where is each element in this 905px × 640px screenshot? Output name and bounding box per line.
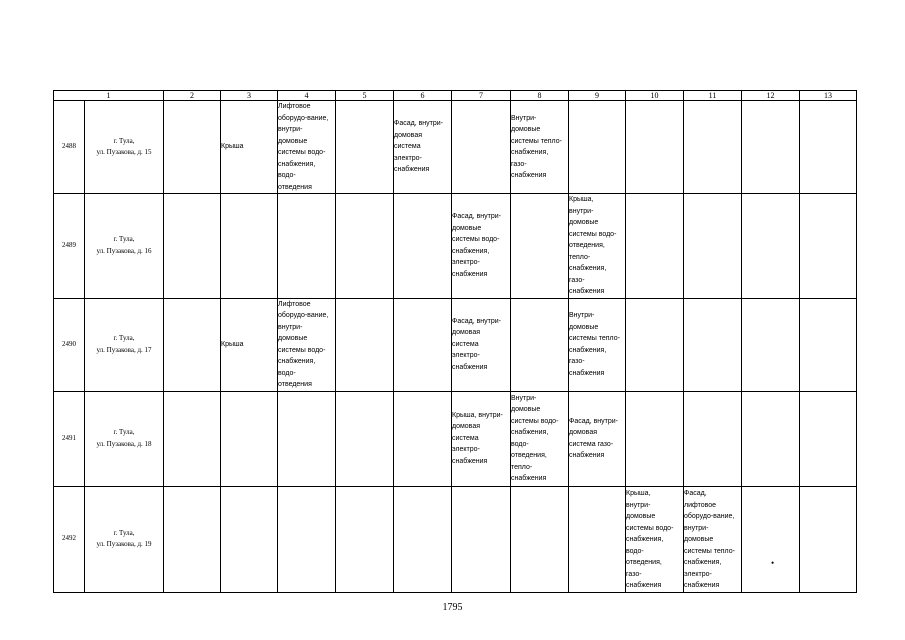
header-cell-11: 11 [684,91,742,101]
row-number: 2491 [54,391,85,486]
cell-col-2 [164,298,221,391]
cell-col-9 [569,194,626,299]
cell-line: домовые [278,137,308,145]
cell-line: лифтовое [684,501,717,509]
address-city: г. Тула, [113,528,135,537]
cell-line: отведения, [626,559,662,566]
cell-col-7 [452,298,511,391]
header-cell-13: 13 [800,91,857,101]
address-city: г. Тула, [113,235,135,244]
table-row [54,391,857,486]
cell-line: Крыша, [569,196,594,203]
cell-col-2 [164,391,221,486]
row-number: 2492 [54,486,85,592]
cell-line: снабжения [569,369,605,377]
cell-col-8 [511,391,569,486]
cell-line: снабжения [452,457,488,465]
cell-col-12 [742,486,800,592]
cell-line: оборудо-вание, [278,312,329,319]
cell-line: Крыша, внутри- [452,411,503,419]
works-table [53,90,857,593]
cell-col-5 [336,298,394,391]
cell-line: системы тепло- [511,137,562,145]
cell-line: снабжения, [511,429,549,436]
row-number: 2490 [54,298,85,391]
cell-line: электро- [452,259,480,267]
cell-col-3: Крыша [221,101,278,194]
cell-col-6 [394,298,452,391]
cell-col-3 [221,194,278,299]
cell-line: системы водо- [278,149,326,156]
address-street: ул. Пузакова, д. 18 [96,439,152,448]
cell-col-5 [336,391,394,486]
cell-line: система газо- [569,440,614,448]
row-address [85,391,164,486]
cell-line: электро- [452,352,480,360]
cell-col-10 [626,101,684,194]
cell-line: Фасад, внутри- [452,213,502,221]
cell-col-5 [336,194,394,299]
cell-line: системы водо- [569,230,617,238]
cell-line: домовые [684,536,714,543]
cell-line: системы водо- [626,524,674,532]
cell-line: системы водо- [278,346,326,354]
address-city: г. Тула, [113,334,135,342]
cell-line: Внутри- [511,114,537,122]
cell-line: домовая [452,423,481,431]
cell-line: оборудо-вание, [684,513,735,520]
header-cell-1: 1 [54,91,164,101]
cell-line: Фасад, внутри- [569,417,619,425]
header-cell-7: 7 [452,91,511,101]
cell-line: водо- [278,369,296,377]
cell-col-13 [800,101,857,194]
cell-line: отведения [278,381,312,388]
cell-col-12 [742,298,800,391]
cell-line: снабжения, [278,358,316,365]
cell-line: снабжения, [452,247,490,255]
cell-col-2 [164,194,221,299]
cell-col-2 [164,101,221,194]
cell-line: отведения, [569,242,605,249]
cell-line: оборудо-вание, [278,114,329,122]
cell-col-4 [278,298,336,391]
cell-col-10 [626,391,684,486]
stray-mark: • [771,558,775,568]
row-number: 2489 [54,194,85,299]
address-street: ул. Пузакова, д. 15 [96,148,152,156]
cell-col-13 [800,391,857,486]
cell-col-13 [800,298,857,391]
table-row [54,486,857,592]
cell-col-7 [452,194,511,299]
cell-line: Лифтовое [278,300,311,308]
cell-line: газо- [626,570,642,578]
header-cell-5: 5 [336,91,394,101]
cell-line: домовые [626,513,656,520]
cell-line: водо- [278,172,296,179]
cell-line: домовая [569,429,598,436]
address-city: г. Тула, [113,136,135,145]
cell-line: внутри- [684,524,709,532]
cell-line: Внутри- [569,312,595,319]
cell-line: система [394,143,421,151]
cell-col-11 [684,101,742,194]
address-street: ул. Пузакова, д. 19 [96,540,152,548]
cell-line: снабжения, [684,559,722,566]
cell-line: Фасад, внутри- [394,120,444,128]
cell-col-10 [626,194,684,299]
cell-line: домовые [569,323,599,331]
cell-col-7 [452,101,511,194]
cell-col-9 [569,298,626,391]
cell-line: электро- [452,446,480,454]
cell-line: тепло- [511,463,533,471]
header-row [54,91,857,101]
row-number: 2488 [54,101,85,194]
cell-col-10 [626,486,684,592]
cell-col-4 [278,194,336,299]
table-row [54,101,857,194]
cell-col-3 [221,486,278,592]
cell-line: Фасад, внутри- [452,317,502,325]
cell-line: снабжения [394,166,430,174]
cell-col-12 [742,194,800,299]
cell-line: системы водо- [511,417,559,425]
cell-line: снабжения [569,452,605,459]
header-cell-8: 8 [511,91,569,101]
cell-col-5 [336,486,394,592]
cell-line: внутри- [278,323,303,331]
cell-col-13 [800,486,857,592]
header-cell-6: 6 [394,91,452,101]
row-address [85,194,164,299]
cell-line: водо- [626,547,644,555]
cell-line: система [452,434,479,442]
address-city: г. Тула, [113,428,135,436]
cell-line: домовые [569,219,599,226]
cell-line: отведения, [511,452,547,459]
cell-line: Крыша, [626,490,651,497]
cell-line: внутри- [569,207,594,215]
row-address [85,486,164,592]
cell-col-6 [394,101,452,194]
cell-col-3 [221,391,278,486]
cell-line: системы тепло- [569,335,620,342]
cell-line: снабжения, [511,149,549,156]
cell-col-11 [684,486,742,592]
cell-line: домовые [511,406,541,413]
cell-col-2 [164,486,221,592]
row-address [85,101,164,194]
cell-line: система [452,340,479,348]
cell-col-10 [626,298,684,391]
header-cell-10: 10 [626,91,684,101]
cell-line: снабжения [511,172,547,179]
page-number: 1795 [442,602,463,613]
cell-line: системы тепло- [684,547,735,555]
header-cell-12: 12 [742,91,800,101]
cell-line: снабжения [452,270,488,278]
cell-col-8 [511,486,569,592]
cell-col-3: Крыша [221,298,278,391]
cell-line: водо- [511,440,529,448]
cell-line: снабжения, [569,265,607,272]
cell-col-11 [684,194,742,299]
cell-col-9 [569,486,626,592]
cell-line: домовые [278,335,308,342]
cell-col-11 [684,298,742,391]
table-row [54,298,857,391]
cell-line: системы водо- [452,236,500,244]
cell-line: домовая [452,329,481,337]
cell-line: газо- [569,358,585,365]
cell-line: электро- [684,570,712,578]
cell-col-12 [742,391,800,486]
cell-line: Лифтовое [278,103,311,110]
cell-line: снабжения [684,582,720,589]
cell-line: отведения [278,183,312,191]
cell-col-9 [569,391,626,486]
cell-line: Внутри- [511,394,537,402]
cell-col-12 [742,101,800,194]
cell-col-9 [569,101,626,194]
cell-line: газо- [511,160,527,168]
cell-line: тепло- [569,253,591,261]
cell-col-4 [278,391,336,486]
cell-line: домовая [394,131,423,139]
cell-col-11 [684,391,742,486]
cell-col-4 [278,486,336,592]
cell-col-6 [394,391,452,486]
cell-line: внутри- [278,126,303,133]
table-row [54,194,857,299]
row-address [85,298,164,391]
address-street: ул. Пузакова, д. 16 [96,246,152,255]
cell-line: снабжения [452,363,488,371]
cell-line: снабжения [626,582,662,589]
cell-line: снабжения, [569,346,607,354]
cell-line: снабжения, [278,160,316,168]
cell-line: снабжения [511,475,547,482]
cell-line: домовые [511,126,541,133]
cell-col-7 [452,486,511,592]
cell-line: газо- [569,276,585,284]
cell-col-8 [511,298,569,391]
cell-line: снабжения, [626,536,664,543]
address-street: ул. Пузакова, д. 17 [96,345,152,354]
cell-col-5 [336,101,394,194]
cell-col-13 [800,194,857,299]
cell-col-6 [394,194,452,299]
cell-line: домовые [452,224,482,232]
cell-col-7 [452,391,511,486]
cell-col-8 [511,194,569,299]
cell-col-8 [511,101,569,194]
cell-col-4 [278,101,336,194]
header-cell-4: 4 [278,91,336,101]
cell-col-6 [394,486,452,592]
cell-line: электро- [394,154,422,162]
header-cell-3: 3 [221,91,278,101]
cell-line: Фасад, [684,490,707,497]
header-cell-2: 2 [164,91,221,101]
cell-line: внутри- [626,501,651,509]
header-cell-9: 9 [569,91,626,101]
cell-line: снабжения [569,288,605,295]
